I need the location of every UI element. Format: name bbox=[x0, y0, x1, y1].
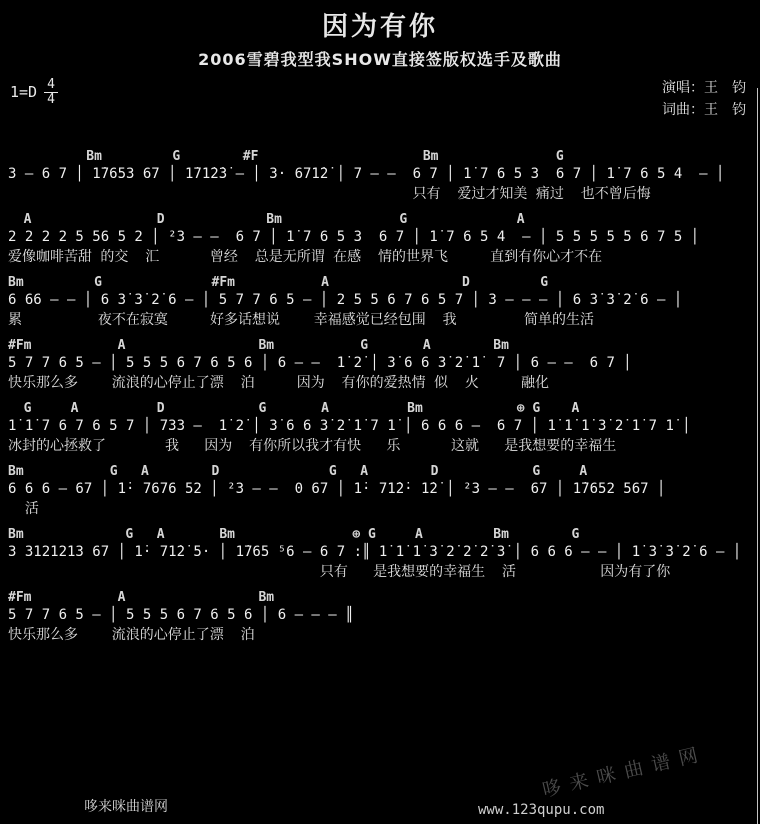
lyrics-line: 只有 爱过才知美 痛过 也不曾后悔 bbox=[8, 186, 651, 203]
notes-line: 5 7 7 6 5 — │ 5 5 5 6 7 6 5 6 │ 6 — — 1̇ 2̇ │ 3̇ 6 6 3̇ 2̇ 1̇ 7 │ 6 — — 6 7 │ bbox=[8, 355, 632, 372]
credit-composer: 词曲：王 钧 bbox=[662, 101, 746, 118]
footer-site-url: www.123qupu.com bbox=[478, 802, 605, 818]
chord-line: #Fm A Bm G A Bm bbox=[8, 338, 509, 354]
notes-line: 6 6 6 — 67 │ 1̇· 7676 52 │ ²3 — — 0 67 │ 1̇· 71̇2̇· 1̇2̇ │ ²3 — — 67 │ 1̇7652 567 │ bbox=[8, 481, 666, 498]
chord-line: Bm G A Bm ⊕ G A Bm G bbox=[8, 527, 580, 543]
song-subtitle: 2006雪碧我型我SHOW直接签版权选手及歌曲 bbox=[198, 50, 562, 69]
chord-line: #Fm A Bm bbox=[8, 590, 275, 606]
credits bbox=[662, 78, 746, 121]
notes-line: 6 66 — — │ 6 3̇ 3̇ 2̇ 6 — │ 5 7 7 6 5 — │ 2 5 5 6 7 6 5 7 │ 3 — — — │ 6 3̇ 3̇ 2̇ 6 — │ bbox=[8, 292, 683, 309]
key-signature: 1=D bbox=[10, 83, 38, 102]
notes-line: 3 3121213 67 │ 1̇· 71̇2̇ 5· │ 1̇765 ⁵6 — 6 7 :║ 1̇ 1̇ 1̇ 3̇ 2̇ 2̇ 2̇ 3̇ │ 6 6 6 — — │ 1̇ 3̇ 3̇ 2̇ 6 — │ bbox=[8, 544, 742, 561]
lyrics-line: 快乐那么多 流浪的心停止了漂 泊 因为 有你的爱热情 似 火 融化 bbox=[8, 375, 550, 392]
music-system-5 bbox=[8, 401, 752, 455]
key-time-signature bbox=[10, 78, 58, 106]
credit-singer: 演唱：王 钧 bbox=[662, 80, 746, 96]
lyrics-line: 累 夜不在寂寞 好多话想说 幸福感觉已经包围 我 简单的生活 bbox=[8, 312, 595, 329]
chord-line: A D Bm G A bbox=[8, 212, 525, 228]
footer-site-name: 哆来咪曲谱网 bbox=[84, 799, 168, 815]
music-system-4 bbox=[8, 338, 752, 392]
time-signature-bottom: 4 bbox=[47, 91, 55, 107]
meta-row bbox=[0, 70, 760, 121]
site-watermark: 哆来咪曲谱网 bbox=[540, 742, 709, 802]
music-system-1 bbox=[8, 149, 752, 203]
lyrics-line: 快乐那么多 流浪的心停止了漂 泊 bbox=[8, 627, 255, 644]
time-signature-top: 4 bbox=[44, 78, 58, 93]
chord-line: Bm G #F Bm G bbox=[8, 149, 564, 165]
notes-line: 3 — 6 7 │ 1̇7653 67 │ 1̇71̇2̇3̇ — │ 3· 671̇2̇ │ 7 — — 6 7 │ 1̇ 7 6 5 3 6 7 │ 1̇ 7 6 5 4 — │ bbox=[8, 166, 725, 183]
chord-line: Bm G #Fm A D G bbox=[8, 275, 549, 291]
time-signature bbox=[44, 78, 58, 106]
music-system-3 bbox=[8, 275, 752, 329]
music-system-7 bbox=[8, 527, 752, 581]
music-system-8 bbox=[8, 590, 752, 644]
notes-line: 1̇ 1̇ 7 6 7 6 5 7 │ 733 — 1̇ 2̇ │ 3̇ 6 6 3̇ 2̇ 1̇ 7 1̇ │ 6 6 6 — 6 7 │ 1̇ 1̇ 1̇ 3̇ 2̇ 1̇ 7 1̇ │ bbox=[8, 418, 691, 435]
notes-line: 2 2 2 2 5 56 5 2 │ ²3 — — 6 7 │ 1̇ 7 6 5 3 6 7 │ 1̇ 7 6 5 4 — │ 5 5 5 5 5 6 7 5 │ bbox=[8, 229, 700, 246]
page-edge-line bbox=[757, 88, 758, 824]
lyrics-line: 冰封的心拯救了 我 因为 有你所以我才有快 乐 这就 是我想要的幸福生 bbox=[8, 438, 617, 455]
music-system-2 bbox=[8, 212, 752, 266]
music-system-6 bbox=[8, 464, 752, 518]
chord-line: Bm G A D G A D G A bbox=[8, 464, 588, 480]
chord-line: G A D G A Bm ⊕ G A bbox=[8, 401, 580, 417]
notation-area bbox=[0, 121, 760, 644]
lyrics-line: 只有 是我想要的幸福生 活 因为有了你 bbox=[8, 564, 671, 581]
lyrics-line: 爱像咖啡苦甜 的交 汇 曾经 总是无所谓 在感 情的世界飞 直到有你心才不在 bbox=[8, 249, 603, 266]
notes-line: 5 7 7 6 5 — │ 5 5 5 6 7 6 5 6 │ 6 — — — ║ bbox=[8, 607, 354, 624]
lyrics-line: 活 bbox=[8, 501, 39, 518]
song-title: 因为有你 bbox=[321, 12, 438, 42]
